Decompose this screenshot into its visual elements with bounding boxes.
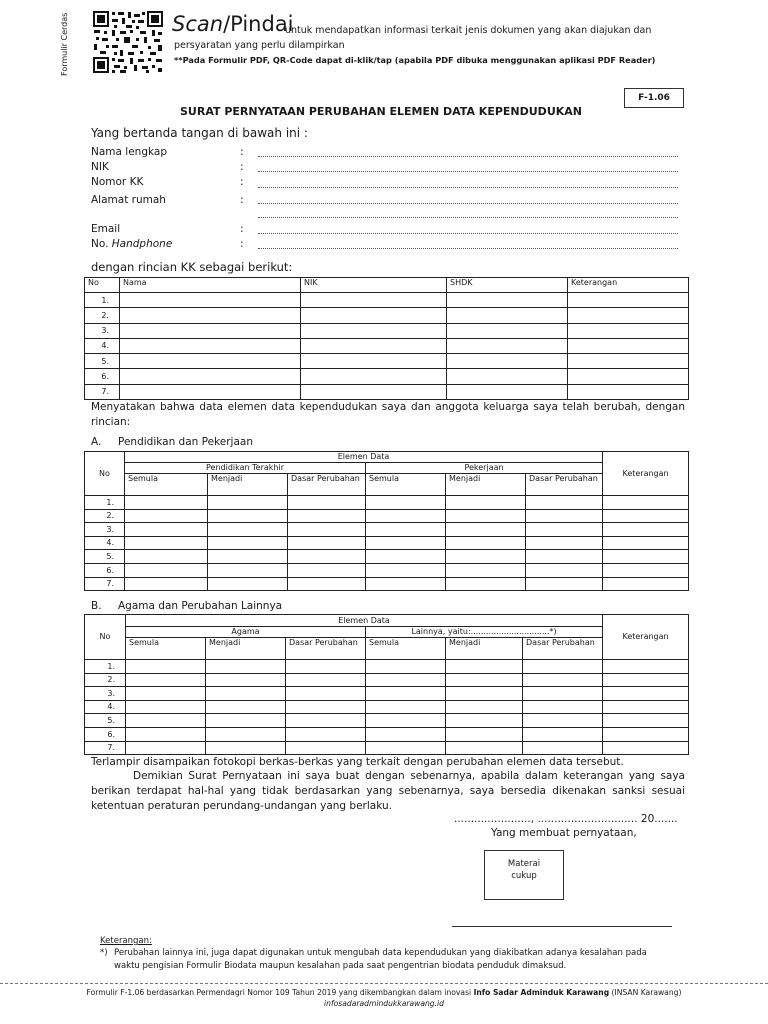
b-cell[interactable] — [126, 727, 206, 741]
b-cell[interactable] — [286, 727, 366, 741]
a-cell[interactable] — [208, 577, 288, 591]
closing-paragraph: Demikian Surat Pernyataan ini saya buat dengan sebenarnya, apabila dalam keterangan yang saya berikan terdapat hal-hal yang tidak berdasarkan yang sebenarnya, saya bersedia dikenakan sanksi sesuai ketentuan peraturan perundang-undangan yang berlaku. — [91, 770, 685, 812]
table-row — [85, 308, 689, 323]
a-cell[interactable] — [446, 509, 526, 523]
a-cell[interactable] — [603, 577, 689, 591]
table-row — [85, 563, 689, 577]
colon-address: : — [240, 194, 244, 206]
label-email: Email — [91, 223, 121, 235]
a-cell[interactable] — [603, 563, 689, 577]
b-elemen-data: Elemen Data — [126, 615, 603, 627]
b-cell[interactable] — [446, 660, 523, 674]
a-cell[interactable] — [288, 577, 366, 591]
b-cell[interactable] — [446, 700, 523, 714]
a-cell[interactable] — [526, 550, 603, 564]
kk-cell[interactable] — [301, 384, 447, 399]
kk-table — [84, 277, 689, 400]
a-header-row-2 — [85, 463, 689, 474]
section-b-title: Agama dan Perubahan Lainnya — [118, 600, 283, 612]
page-title: SURAT PERNYATAAN PERUBAHAN ELEMEN DATA KEPENDUDUKAN — [180, 105, 582, 118]
a-elemen-data: Elemen Data — [125, 452, 603, 463]
pindai-word: Pindai — [230, 12, 294, 36]
kk-field[interactable] — [258, 187, 678, 188]
kk-cell[interactable] — [568, 308, 689, 323]
kk-cell[interactable] — [447, 384, 568, 399]
kk-cell[interactable] — [568, 354, 689, 369]
b-header-row-3 — [85, 638, 689, 660]
kk-cell[interactable] — [120, 308, 301, 323]
footer-website[interactable]: infosadaradmindukkarawang.id — [324, 999, 444, 1008]
b-cell[interactable] — [126, 660, 206, 674]
table-row — [85, 673, 689, 687]
kk-col-name: Nama — [120, 278, 301, 293]
pdf-note: **Pada Formulir PDF, QR-Code dapat di-klik/tap (apabila PDF dibuka menggunakan aplikasi PDF Reader) — [174, 55, 656, 65]
kk-cell[interactable] — [301, 293, 447, 308]
table-row — [85, 293, 689, 308]
b-cell[interactable] — [366, 660, 446, 674]
kk-cell[interactable] — [120, 384, 301, 399]
b-group-lainnya: Lainnya, yaitu:...............................*) — [366, 627, 603, 638]
kk-cell[interactable] — [301, 323, 447, 338]
a-cell[interactable] — [208, 536, 288, 550]
phone-italic: Handphone — [111, 238, 173, 250]
a-sub-menjadi-2: Menjadi — [446, 474, 526, 496]
b-sub-dasar-2: Dasar Perubahan — [523, 638, 603, 660]
b-row-number: 6. — [85, 727, 126, 741]
email-field[interactable] — [258, 233, 678, 234]
b-cell[interactable] — [366, 727, 446, 741]
b-cell[interactable] — [366, 687, 446, 701]
b-cell[interactable] — [603, 714, 689, 728]
b-cell[interactable] — [446, 714, 523, 728]
label-kk: Nomor KK — [91, 176, 144, 188]
table-row — [85, 714, 689, 728]
stamp-line-2: cukup — [511, 871, 537, 881]
table-row — [85, 354, 689, 369]
intro-line-1: untuk mendapatkan informasi terkait jenis dokumen yang akan diajukan dan — [285, 25, 652, 36]
a-cell[interactable] — [526, 536, 603, 550]
b-cell[interactable] — [286, 741, 366, 755]
kk-row-number: 4. — [85, 338, 120, 353]
place-date-field[interactable]: ......................., .............................. 20....... — [454, 813, 678, 825]
b-cell[interactable] — [523, 700, 603, 714]
scan-word: Scan — [172, 12, 224, 36]
a-cell[interactable] — [208, 563, 288, 577]
b-col-no: No — [85, 615, 126, 660]
a-cell[interactable] — [288, 496, 366, 510]
a-cell[interactable] — [603, 536, 689, 550]
form-code: F-1.06 — [638, 93, 670, 103]
b-cell[interactable] — [446, 727, 523, 741]
address-field-1[interactable] — [258, 203, 678, 204]
b-cell[interactable] — [206, 727, 286, 741]
kk-row-number: 1. — [85, 293, 120, 308]
table-row — [85, 550, 689, 564]
table-row — [85, 338, 689, 353]
a-cell[interactable] — [603, 550, 689, 564]
kk-cell[interactable] — [447, 293, 568, 308]
b-sub-dasar-1: Dasar Perubahan — [286, 638, 366, 660]
a-cell[interactable] — [125, 536, 208, 550]
a-cell[interactable] — [366, 550, 446, 564]
kk-cell[interactable] — [568, 323, 689, 338]
kk-cell[interactable] — [447, 323, 568, 338]
table-row — [85, 687, 689, 701]
a-cell[interactable] — [603, 496, 689, 510]
a-cell[interactable] — [446, 577, 526, 591]
kk-cell[interactable] — [120, 293, 301, 308]
a-sub-dasar-2: Dasar Perubahan — [526, 474, 603, 496]
label-address: Alamat rumah — [91, 194, 166, 206]
b-cell[interactable] — [126, 741, 206, 755]
table-row — [85, 727, 689, 741]
table-row — [85, 660, 689, 674]
label-phone — [91, 239, 172, 250]
phone-prefix: No. — [91, 238, 112, 250]
a-cell[interactable] — [208, 496, 288, 510]
b-header-row-2 — [85, 627, 689, 638]
b-cell[interactable] — [446, 687, 523, 701]
qr-code[interactable] — [92, 10, 164, 74]
b-sub-menjadi-2: Menjadi — [446, 638, 523, 660]
kk-row-number: 3. — [85, 323, 120, 338]
a-col-keterangan: Keterangan — [603, 452, 689, 496]
colon-nik: : — [240, 161, 244, 173]
kk-cell[interactable] — [301, 308, 447, 323]
b-cell[interactable] — [206, 741, 286, 755]
kk-table-label: dengan rincian KK sebagai berikut: — [91, 260, 293, 274]
colon-phone: : — [240, 238, 244, 250]
scan-pindai-heading — [172, 14, 294, 35]
side-label — [60, 12, 74, 76]
section-b-table — [84, 614, 689, 755]
a-row-number: 6. — [85, 563, 125, 577]
a-cell[interactable] — [526, 577, 603, 591]
a-cell[interactable] — [288, 523, 366, 537]
a-cell[interactable] — [288, 536, 366, 550]
notes-line-2: waktu pengisian Formulir Biodata maupun kesalahan pada saat pengentrian biodata penduduk dimaksud. — [114, 961, 567, 971]
b-cell[interactable] — [603, 687, 689, 701]
a-cell[interactable] — [208, 523, 288, 537]
stamp-box — [484, 850, 564, 900]
b-sub-semula-2: Semula — [366, 638, 446, 660]
a-cell[interactable] — [366, 563, 446, 577]
b-sub-menjadi-1: Menjadi — [206, 638, 286, 660]
a-cell[interactable] — [446, 523, 526, 537]
a-cell[interactable] — [208, 509, 288, 523]
b-cell[interactable] — [603, 700, 689, 714]
b-group-agama: Agama — [126, 627, 366, 638]
b-cell[interactable] — [523, 660, 603, 674]
kk-cell[interactable] — [447, 338, 568, 353]
footer-line-1 — [87, 989, 682, 997]
b-cell[interactable] — [366, 741, 446, 755]
a-group-pendidikan: Pendidikan Terakhir — [125, 463, 366, 474]
table-row — [85, 323, 689, 338]
nik-field[interactable] — [258, 171, 678, 172]
b-row-number: 1. — [85, 660, 126, 674]
table-row — [85, 496, 689, 510]
b-row-number: 7. — [85, 741, 126, 755]
a-row-number: 4. — [85, 536, 125, 550]
kk-cell[interactable] — [120, 354, 301, 369]
colon-kk: : — [240, 176, 244, 188]
a-cell[interactable] — [526, 509, 603, 523]
b-cell[interactable] — [446, 741, 523, 755]
table-row — [85, 523, 689, 537]
a-cell[interactable] — [526, 523, 603, 537]
b-col-keterangan: Keterangan — [603, 615, 689, 660]
intro-statement: Yang bertanda tangan di bawah ini : — [91, 126, 308, 140]
table-row — [85, 741, 689, 755]
form-code-box — [624, 88, 684, 108]
signer-label: Yang membuat pernyataan, — [491, 827, 637, 839]
a-row-number: 7. — [85, 577, 125, 591]
kk-col-nik: NIK — [301, 278, 447, 293]
b-sub-semula-1: Semula — [126, 638, 206, 660]
b-cell[interactable] — [126, 700, 206, 714]
footer-line-1-text: Formulir F-1.06 berdasarkan Permendagri Nomor 109 Tahun 2019 yang dikembangkan dalam inovasi — [86, 988, 474, 997]
a-row-number: 1. — [85, 496, 125, 510]
b-cell[interactable] — [286, 687, 366, 701]
b-cell[interactable] — [286, 714, 366, 728]
kk-col-keterangan: Keterangan — [568, 278, 689, 293]
table-row — [85, 700, 689, 714]
a-cell[interactable] — [366, 536, 446, 550]
kk-header-row — [85, 278, 689, 293]
stamp-line-1: Materai — [507, 859, 541, 869]
colon-email: : — [240, 223, 244, 235]
kk-cell[interactable] — [447, 308, 568, 323]
b-cell[interactable] — [523, 714, 603, 728]
a-cell[interactable] — [288, 550, 366, 564]
b-cell[interactable] — [523, 727, 603, 741]
section-a-table — [84, 451, 689, 591]
b-row-number: 5. — [85, 714, 126, 728]
a-row-number: 5. — [85, 550, 125, 564]
a-cell[interactable] — [288, 563, 366, 577]
table-row — [85, 536, 689, 550]
a-row-number: 3. — [85, 523, 125, 537]
a-cell[interactable] — [288, 509, 366, 523]
b-cell[interactable] — [603, 741, 689, 755]
a-cell[interactable] — [446, 536, 526, 550]
b-cell[interactable] — [286, 660, 366, 674]
a-cell[interactable] — [125, 550, 208, 564]
kk-cell[interactable] — [568, 293, 689, 308]
notes-heading: Keterangan: — [100, 936, 152, 946]
b-cell[interactable] — [446, 673, 523, 687]
kk-cell[interactable] — [447, 369, 568, 384]
label-name: Nama lengkap — [91, 146, 167, 158]
b-cell[interactable] — [603, 727, 689, 741]
b-cell[interactable] — [523, 741, 603, 755]
a-cell[interactable] — [125, 509, 208, 523]
a-cell[interactable] — [125, 496, 208, 510]
name-field[interactable] — [258, 156, 678, 157]
a-sub-semula-2: Semula — [366, 474, 446, 496]
a-cell[interactable] — [366, 509, 446, 523]
b-cell[interactable] — [366, 714, 446, 728]
attachment-note: Terlampir disampaikan fotokopi berkas-berkas yang terkait dengan perubahan elemen data tersebut. — [91, 756, 624, 768]
section-a-number: A. — [91, 436, 102, 448]
b-cell[interactable] — [523, 687, 603, 701]
slash: / — [223, 12, 231, 36]
a-sub-dasar-1: Dasar Perubahan — [288, 474, 366, 496]
footer-line-1-suffix: (INSAN Karawang) — [609, 988, 682, 997]
b-row-number: 4. — [85, 700, 126, 714]
a-cell[interactable] — [526, 496, 603, 510]
a-sub-semula-1: Semula — [125, 474, 208, 496]
a-col-no: No — [85, 452, 125, 496]
b-cell[interactable] — [206, 700, 286, 714]
a-cell[interactable] — [446, 496, 526, 510]
a-cell[interactable] — [603, 523, 689, 537]
kk-cell[interactable] — [301, 354, 447, 369]
a-cell[interactable] — [526, 563, 603, 577]
kk-col-no: No — [85, 278, 120, 293]
b-cell[interactable] — [126, 714, 206, 728]
b-cell[interactable] — [206, 714, 286, 728]
intro-line-2: persyaratan yang perlu dilampirkan — [174, 40, 345, 51]
kk-col-shdk: SHDK — [447, 278, 568, 293]
kk-row-number: 6. — [85, 369, 120, 384]
table-row — [85, 369, 689, 384]
a-cell[interactable] — [366, 523, 446, 537]
a-cell[interactable] — [125, 577, 208, 591]
notes-line-1: Perubahan lainnya ini, juga dapat digunakan untuk mengubah data kependudukan yang diakibatkan adanya kesalahan pada — [114, 948, 647, 958]
notes-mark: *) — [100, 948, 108, 958]
kk-row-number: 7. — [85, 384, 120, 399]
kk-cell[interactable] — [120, 323, 301, 338]
a-row-number: 2. — [85, 509, 125, 523]
kk-row-number: 5. — [85, 354, 120, 369]
a-cell[interactable] — [366, 496, 446, 510]
footer-divider — [0, 983, 768, 984]
kk-cell[interactable] — [568, 338, 689, 353]
b-header-row-1 — [85, 615, 689, 627]
a-group-pekerjaan: Pekerjaan — [366, 463, 603, 474]
a-header-row-3 — [85, 474, 689, 496]
a-cell[interactable] — [446, 563, 526, 577]
b-cell[interactable] — [366, 700, 446, 714]
kk-row-number: 2. — [85, 308, 120, 323]
kk-cell[interactable] — [120, 338, 301, 353]
a-cell[interactable] — [125, 523, 208, 537]
kk-cell[interactable] — [568, 369, 689, 384]
side-label-text: Formulir Cerdas — [60, 12, 69, 76]
kk-cell[interactable] — [301, 369, 447, 384]
kk-cell[interactable] — [447, 354, 568, 369]
b-cell[interactable] — [603, 660, 689, 674]
table-row — [85, 384, 689, 399]
section-a-title: Pendidikan dan Pekerjaan — [118, 436, 253, 448]
table-row — [85, 509, 689, 523]
a-cell[interactable] — [366, 577, 446, 591]
b-cell[interactable] — [286, 700, 366, 714]
b-cell[interactable] — [206, 660, 286, 674]
a-cell[interactable] — [446, 550, 526, 564]
kk-cell[interactable] — [568, 384, 689, 399]
colon-name: : — [240, 146, 244, 158]
b-cell[interactable] — [286, 673, 366, 687]
section-b-number: B. — [91, 600, 102, 612]
phone-field[interactable] — [258, 248, 678, 249]
b-cell[interactable] — [366, 673, 446, 687]
a-cell[interactable] — [208, 550, 288, 564]
change-statement: Menyatakan bahwa data elemen data kependudukan saya dan anggota keluarga saya telah berubah, dengan rincian: — [91, 401, 685, 428]
b-row-number: 3. — [85, 687, 126, 701]
a-cell[interactable] — [603, 509, 689, 523]
address-field-2[interactable] — [258, 217, 678, 218]
kk-cell[interactable] — [120, 369, 301, 384]
b-cell[interactable] — [126, 687, 206, 701]
b-cell[interactable] — [206, 687, 286, 701]
footer-line-1-bold: Info Sadar Adminduk Karawang — [473, 988, 610, 997]
a-sub-menjadi-1: Menjadi — [208, 474, 288, 496]
b-cell[interactable] — [206, 673, 286, 687]
a-header-row-1 — [85, 452, 689, 463]
kk-cell[interactable] — [301, 338, 447, 353]
signature-line[interactable] — [452, 926, 672, 927]
b-cell[interactable] — [603, 673, 689, 687]
label-nik: NIK — [91, 161, 109, 173]
b-cell[interactable] — [126, 673, 206, 687]
b-cell[interactable] — [523, 673, 603, 687]
table-row — [85, 577, 689, 591]
a-cell[interactable] — [125, 563, 208, 577]
b-row-number: 2. — [85, 673, 126, 687]
